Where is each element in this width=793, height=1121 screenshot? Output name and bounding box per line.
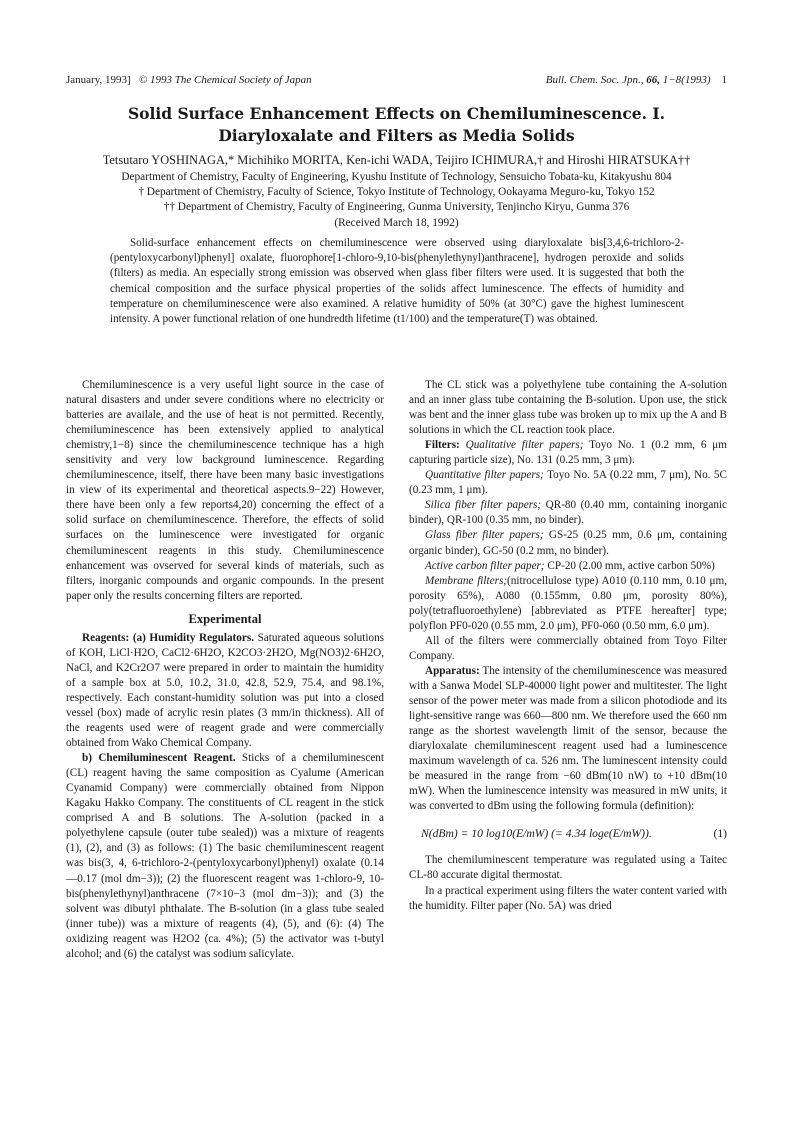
affiliation-1: Department of Chemistry, Faculty of Engineering, Kyushu Institute of Technology, Sensuicho Tobata-ku, Kitakyushu 804 [121,171,672,183]
carbon-paragraph [409,559,727,574]
equation-body: N(dBm) = 10 log10(E/mW) (= 4.34 loge(E/mW)). [421,827,652,841]
quantitative-paragraph [409,468,727,498]
reagents-paragraph [66,631,384,751]
journal-pages: 1−8(1993) [662,74,711,86]
abstract-text: Solid-surface enhancement effects on chemiluminescence were observed using diaryloxalate bis[3,4,6-trichloro-2-(pentyloxycarbonyl)phenyl] oxalate, fluorophore[1-chloro-9,10-bis(phenylethynyl)anthracene], hydrogen peroxide and solids (filters) as media. An especially strong emission was observed when glass fiber filters were used. It is suggested that both the chemical composition and the surface physical properties of the solids affect luminescence. The effects of humidity and temperature on chemiluminescence were also examined. A relative humidity of 50% (at 30°C) gave the highest luminescent intensity. A power functional relation of one hundredth lifetime (t1/100) and the temperature(T) was obtained. [110,237,684,326]
quantitative-text: Toyo No. 5A (0.22 mm, 7 μm), No. 5C (0.23 mm, 1 μm). [409,469,727,497]
paper-title [66,103,727,147]
stick-paragraph: The CL stick was a polyethylene tube containing the A-solution and an inner glass tube containing the B-solution. Upon use, the stick was bent and the inner glass tube was broken up to mix up the A and B solutions in which the CL reaction took place. [409,379,727,437]
received-date: (Received March 18, 1992) [334,216,459,229]
glass-label: Glass fiber filter papers; [425,529,544,542]
page-number: 1 [721,74,727,86]
cl-reagent-label: b) Chemiluminescent Reagent. [82,752,236,765]
humidity-label: (a) Humidity Regulators. [132,631,254,644]
journal-name: Bull. Chem. Soc. Jpn., [545,74,644,86]
cl-reagent-paragraph [66,751,384,962]
carbon-text: CP-20 (2.00 mm, active carbon 50%) [547,559,715,572]
apparatus-label: Apparatus: [425,664,480,677]
membrane-label: Membrane filters; [425,574,508,587]
humidity-text: Saturated aqueous solutions of KOH, LiCl·H2O, CaCl2·6H2O, K2CO3·2H2O, Mg(NO3)2·6H2O, NaCl, and K2Cr2O7 were prepared in order to maintain the humidity of a sample box at 5.0, 10.2, 31.0, 42.8, 52.9, 75.4, and 98.1%, respectively. Each constant-humidity solution was put into a closed vessel (box) made of acrylic resin plates (3 mm/in thickness). All of the reagents used were of reagent grade and were commercially obtained from Wako Chemical Company. [66,631,385,750]
practical-paragraph: In a practical experiment using filters the water content varied with the humidity. Filter paper (No. 5A) was dried [409,884,727,912]
copyright-notice: © 1993 The Chemical Society of Japan [138,74,312,86]
affiliation-2: † Department of Chemistry, Faculty of Science, Tokyo Institute of Technology, Ookayama Meguro-ku, Tokyo 152 [138,186,655,199]
silica-paragraph [409,498,727,528]
journal-volume: 66, [646,74,660,86]
apparatus-text: The intensity of the chemiluminescence was measured with a Sanwa Model SLP-40000 light power and multitester. The light sensor of the power meter was made from a silicon photodiode and its light-sensitive range was 660—800 nm. We therefore used the 660 nm range as the shortest wavelength limit of the sensor, because the diaryloxalate chemiluminescent reagent used had a luminescence maximum wavelength of ca. 526 nm. The luminescent intensity could be measured in the range from −60 dBm(10 nW) to +10 dBm(10 mW). When the luminescence intensity was measured in mW units, it was converted to dBm using the following formula (definition): [409,664,727,813]
reagents-label: Reagents: [82,631,130,644]
left-column [66,378,384,962]
running-head-right [546,74,727,86]
cl-reagent-text: Sticks of a chemiluminescent (CL) reagent having the same composition as Cyalume (American Cyanamid Company) were commercially obtained from Nippon Kagaku Hakko Company. The constituents of CL reagent in the stick comprised A and B solutions. The A-solution (packed in a polyethylene capsule (outer tube sealed)) was a mixture of reagents (1), (2), and (3) as follows: (1) The basic chemiluminescent reagent was bis(3, 4, 6-trichloro-2-(pentyloxycarbonyl)phenyl) oxalate (0.14—0.17 (mol dm−3)); (2) the fluorescent reagent was 1-chloro-9, 10-bis(phenylethynyl)anthracene (7×10−3 (mol dm−3)); and (3) the solvent was dibutyl phthalate. The B-solution (in a glass tube sealed (inner tube)) was a mixture of reagents (4), (5), and (6): (4) The oxidizing reagent was H2O2 (ca. 4%); (5) the activator was t-butyl alcohol; and (6) the catalyst was sodium salicylate. [66,752,385,960]
silica-text: QR-80 (0.40 mm, containing inorganic binder), QR-100 (0.35 mm, no binder). [409,499,727,527]
running-head-left [66,74,312,86]
filters-label: Filters: [425,439,460,452]
abstract [110,236,684,327]
membrane-paragraph [409,574,727,634]
author-list: Tetsutaro YOSHINAGA,* Michihiko MORITA, Ken-ichi WADA, Teijiro ICHIMURA,† and Hiroshi HIRATSUKA†† [102,153,691,167]
membrane-text: (nitrocellulose type) A010 (0.110 mm, 0.10 μm, porosity 65%), A080 (0.155mm, 0.80 μm, porosity 80%), poly(tetrafluoroethylene) [abbreviated as PTFE hereafter] type; polyflon PF0-020 (0.55 mm, 2.0 μm), PF0-060 (0.50 mm, 6.0 μm). [409,574,728,632]
intro-paragraph: Chemiluminescence is a very useful light source in the case of natural disasters and under severe conditions where no electricity or batteries are availale, and the use of heat is not permitted. Recently, chemiluminescence has been extensively applied to analytical chemistry,1−8) since the chemiluminescence technique has a high sensitivity and very low background luminescence. Regarding chemiluminescence, itself, there have been many basic investigations in view of its experimental and theoretical aspects.9−22) However, there have been only a few reports4,20) concerning the effect of a solid surface on chemiluminescence. Therefore, the effects of solid surfaces on the luminescence were investigated for organic chemiluminescent reagents in this study. Chemiluminescence enhancement was ovserved for several kinds of materials, such as filters, inorganic compounds and organic compounds. In the present paper only the results concerning filters are reported. [66,379,384,602]
apparatus-paragraph [409,664,727,814]
experimental-heading: Experimental [188,611,262,626]
qualitative-label: Qualitative filter papers; [465,439,584,452]
right-column [409,378,727,914]
glass-paragraph [409,528,727,558]
running-head [66,74,727,86]
silica-label: Silica fiber filter papers; [425,499,542,512]
equation-number: (1) [713,827,727,841]
affiliation-3: †† Department of Chemistry, Faculty of Engineering, Gunma University, Tenjincho Kiryu, Gunma 376 [163,201,630,214]
filters-paragraph [409,438,727,468]
equation-1 [409,826,727,841]
title-line-2: Diaryloxalate and Filters as Media Solids [218,126,575,145]
quantitative-label: Quantitative filter papers; [425,469,544,482]
qualitative-text: Toyo No. 1 (0.2 mm, 6 μm capturing particle size), No. 131 (0.25 mm, 3 μm). [409,439,728,467]
filters-source-paragraph: All of the filters were commercially obtained from Toyo Filter Company. [409,634,727,662]
thermostat-paragraph: The chemiluminescent temperature was regulated using a Taitec CL-80 accurate digital thermostat. [409,854,727,882]
issue-date: January, 1993] [66,74,131,86]
glass-text: GS-25 (0.25 mm, 0.6 μm, containing organic binder), GC-50 (0.2 mm, no binder). [409,529,727,557]
carbon-label: Active carbon filter paper; [425,559,545,572]
affiliations [66,170,727,231]
title-line-1: Solid Surface Enhancement Effects on Chemiluminescence. I. [127,104,666,123]
